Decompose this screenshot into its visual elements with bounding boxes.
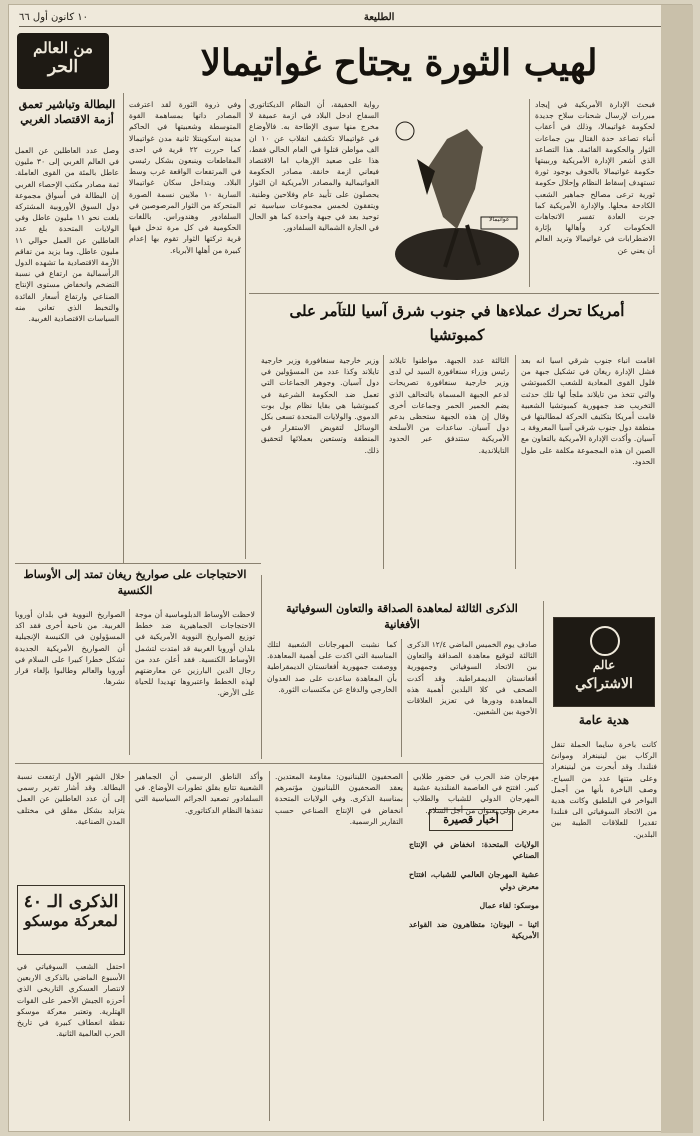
socialist-box-line1: عالم [592, 658, 616, 672]
cartoon-drawing [387, 99, 525, 289]
kicker-line2: الحر [47, 57, 79, 77]
column-rule [529, 99, 530, 287]
afghan-col1: صادف يوم الخميس الماضي ١٢/٤ الذكرى الثالثة لتوقيع معاهدة الصداقة والتعاون بين الاتحاد السوفياتي وجمهورية أفغانستان الديمقراطية. وقد أكدت الصحف في كلا البلدين أهمية هذه المعاهدة ودورها في تعزيز العلاقات الأخوية بين الشعبين. [407, 640, 537, 717]
brief-item: الولايات المتحدة: انخفاض في الإنتاج الصناعي [409, 840, 539, 861]
reagan-headline: الاحتجاجات على صواريخ ريغان تمتد إلى الأوساط الكنسية [23, 568, 247, 597]
socialist-world-box [553, 617, 655, 707]
cartoon-illustration [387, 99, 525, 289]
asia-col3: وزير خارجية سنغافورة وزير خارجية تايلاند وكذا عدد من المسؤولين في دول آسيان. وجوهر الجماعات التي تعمل ضد الحكومة الشرعية في كمبوتشيا هي بقايا نظام بول بوت الدموي. والولايات المتحدة تسعى بكل الوسائل لتقويض الاستقرار في المنطقة وتستعين بعملائها لتحقيق ذلك. [261, 356, 379, 455]
section-rule [15, 563, 261, 564]
side-article-title: البطالة وتباشير تعمق أزمة الاقتصاد الغربي [18, 98, 116, 126]
moscow-text: احتفل الشعب السوفياتي في الأسبوع الماضي بالذكرى الاربعين لانتصار العسكري التاريخي الذي أحرزه الجيش الأحمر على القوات الهتلرية. وتعتبر معركة موسكو نقطة انعطاف كبيرة في تاريخ الحرب العالمية الثانية. [17, 962, 125, 1039]
newspaper-page [8, 4, 692, 1132]
kicker-line1: من العالم [33, 39, 93, 57]
page-header [19, 9, 681, 27]
briefs-title: أخبار قصيرة [429, 809, 513, 831]
kicker-box [17, 33, 109, 89]
bottom-col4: مهرجان ضد الحرب في حضور طلابي كبير. افتتح في العاصمة الفنلندية عشية المهرجان الدولي للشباب والطلاب معرض دولي بعنوان من أجل السلام. [413, 772, 539, 815]
afghan-col2: كما نشبت المهرجانات الشعبية لتلك المناسبة التي اكدت على أهمية المعاهدة. ووصفت جمهورية أفغانستان الديمقراطية بأن المعاهدة ساعدت على صد العدوان الخارجي والدفاع عن مكتسبات الثورة. [267, 640, 397, 694]
column-rule [245, 99, 246, 559]
globe-icon [590, 626, 620, 656]
section-rule [15, 763, 543, 764]
publication-name: الطليعة [363, 12, 395, 23]
column-rule [543, 601, 544, 1121]
side-article-body: وصل عدد العاطلين عن العمل في العالم الغربي إلى ٣٠ مليون عاطل بالمئة من القوى العاملة. ثمة مصادر مكتب الإحصاء الغربي إن البطالة في أسواق مجموعة دول السوق الأوروبية المشتركة بلغت نحو ١١ مليون عاطل وفي الولايات المتحدة بلغ عدد العاطلين عن العمل حوالي ١١ مليون عاطل. وما يزيد من تفاقم الأزمة الاقتصادية ما تشهده الدول الرأسمالية من ارتفاع في نسبة التضخم وانخفاض مستوى الإنتاج الصناعي وارتفاع أسعار الفائدة والتخبط الذي تعاني منه السياسات الاقتصادية الغربية. [15, 146, 119, 324]
reagan-col2: لاحظت الأوساط الدبلوماسية أن موجة الاحتجاجات الجماهيرية ضد خطط توزيع الصواريخ النووية الأمريكية في بلدان أوروبا الغربية قد امتدت لتشمل الأوساط الكنسية. فقد أعلن عدد من رجال الدين البارزين عن معارضتهم لهذه الخطط واعتبروها تهديدا للحياة على الأرض. [135, 610, 255, 698]
bottom-col3: الصحفيون اللبنانيون: مقاومة المعتدين. يعقد الصحفيون اللبنانيون مؤتمرهم بمناسبة الذكرى. وفي الولايات المتحدة انخفاض في الإنتاج الصناعي حسب التقارير الرسمية. [275, 772, 403, 826]
socialist-box-line2: الاشتراكي [575, 676, 633, 692]
moscow-box [17, 885, 125, 955]
column-rule [515, 355, 516, 569]
brief-item: موسكو: لقاء عمال [479, 900, 539, 910]
moscow-line1: الذكرى الـ ٤٠ [23, 892, 119, 912]
bottom-col2: وأكد الناطق الرسمي أن الجماهير الشعبية تتابع بقلق تطورات الأوضاع. في السلفادور تصعيد الجرائم السياسية التي تنفذها النظام الدكتاتوري. [135, 772, 263, 815]
article1-col3: وفي ذروة الثورة لقد اعترفت المصادر داتها بمساهمة القوة المتوسطة وشعبيتها في الحاكم مدينة اسكوينتلا ثانية مدن غواتيمالا كما حررت ٢٢ قرية في احدى المقاطعات وينبعون بشكل رئيسي في المرتفعات الواقعة غرب وسط البلاد. ويتداخل سكان غواتيمالا السارية ١٠ ملايين نسمة الصورة المتحركة من الثوار المرصوصين في السلفادور وهندوراس. باللغات الحكومية في كل مرة تدخل فيها قرية تركتها الثوار تقوم بها إعدام كبيرة من أهلها الأبرياء. [129, 100, 242, 255]
main-headline: لهيب الثورة يجتاح غواتيمالا [200, 42, 598, 84]
column-rule [407, 771, 408, 807]
column-rule [129, 609, 130, 755]
column-rule [383, 355, 384, 569]
column-rule [261, 575, 262, 759]
bottom-col1: خلال الشهر الأول ارتفعت نسبة البطالة. وقد أشار تقرير رسمي إلى أن عدد العاطلين عن العمل يتزايد بشكل مقلق في مختلف المدن الصناعية. [17, 772, 125, 826]
asia-headline: أمريكا تحرك عملاءها في جنوب شرق آسيا للتآمر على كمبوتشيا [289, 302, 625, 344]
caption-sign: غواتيمالا [488, 216, 510, 223]
column-rule [123, 93, 124, 563]
issue-date: ١٠ كانون أول ٦٦ [19, 12, 89, 23]
article1-col1: فبحث الإدارة الأمريكية في إيجاد مبررات لإرسال شحنات سلاح جديدة لحكومة غواتيمالا، وذلك في أعقاب أنباء تصاعد حدة القتال بين جماعات الثوار والحكومة القائمة. هذا التصاعد الذي أشعر الإدارة الأمريكية وربيبتها حكومة غواتيمالا بالخوف بوجود ثورة تستهدف إسقاط النظام وإحلال حكومة ثورية ترعى مصالح جماهير الشعب الكادحة محلها. والإدارة الأمريكية كما جرت العادة تفسر الاتجاهات الحكومات كرد وأهالها بإثارة الاضطرابات في غواتيمالا وتريد العالم أن يعني عن [535, 100, 655, 255]
afghan-headline: الذكرى الثالثة لمعاهدة الصداقة والتعاون السوفياتية الأفغانية [286, 602, 518, 631]
article1-col2: رواية الحقيقة، أن النظام الديكتاتوري السفاح ادخل البلاد في ازمة عميقة لا مخرج منها سوى الإطاحة به. فالأوضاع في غواتيمالا تكشف انقلاب عن ١٠ ان الف مواطن قتلوا في العام الحالي فقط، هذا على صعيد الإرهاب اما الاقتصاد فيعاني ازمة خانقة. مصادر الحكومة الغواتيمالية والمصادر الأمريكية ان الثوار يحصلون على تأييد عام وفلاحين وطنية. ويتفقون لخمس مجموعات سياسية تم توحيد بعد في جبهة واحدة كما هو الحال في الجارة الشمالية السلفادور. [249, 100, 379, 233]
moscow-line2: لمعركة موسكو [24, 912, 118, 930]
asia-col2: الثالثة عدد الجبهة. مواطنوا تايلاند رئيس وزراء سنغافورة السيد لي لدى وزير خارجية سنغافورة تصريحات لدعم الجبهة المسماة بالتحالف الذي يضم الخمير الحمر وجماعات أخرى وقال إن هذه الجبهة ستحظى بدعم دول آسيان. ساعدات من الأسلحة الأمريكية ستتدفق عبر الحدود التايلاندية. [389, 356, 509, 455]
column-rule [269, 771, 270, 1121]
brief-item: اثينا – اليونان: متظاهرون ضد القواعد الأمريكية [409, 920, 539, 941]
section-rule [249, 293, 659, 294]
binding-edge [661, 5, 693, 1133]
asia-col1: اقامت انباء جنوب شرقي اسيا انه بعد فشل الإدارة ريغان في تشكيل جبهة من فلول القوى المعادية للشعب الكمبوتشي والتي تتخذ من تايلاند ملجأ لها تلك حدثت التخريب ضد جمهورية كمبوتشيا الشعبية قامت أمريكا بتكثيف الحركة لمطالبتها في منطقة دول جنوب شرقي آسيا المعروفة بـ آسيان. وأكدت الإدارة الأمريكية بالتعاون مع الصين ان هذه المجموعة مكلفة على طول الحدود. [521, 356, 655, 466]
column-rule [129, 771, 130, 1121]
reagan-col1: الصواريخ النووية في بلدان أوروبا الغربية. من ناحية أخرى فقد اكد المسؤولون في الكنيسة الإنجيلية أن الصواريخ الأمريكية الجديدة تشكل خطرا كبيرا على السلام في أوروبا والعالم وطالبوا بإلغاء قرار نشرها. [15, 610, 125, 687]
column-rule [401, 639, 402, 757]
gift-text: كانت باخرة سايما الحملة تنقل الركاب بين لينينغراد وموانئ فنلندا. وقد أبحرت من لينينغراد وعلى متنها عدد من السياح. وصف الباخرة بأنها من أجمل البواخر في البلطيق وكانت هدية من الاتحاد السوفياتي الى فنلندا تقديرا للعلاقات الطيبة بين البلدين. [551, 740, 657, 839]
brief-item: عشية المهرجان العالمي للشباب، افتتاح معرض دولي [409, 870, 539, 891]
briefs-list [409, 839, 539, 1119]
gift-title: هدية عامة [578, 713, 630, 727]
